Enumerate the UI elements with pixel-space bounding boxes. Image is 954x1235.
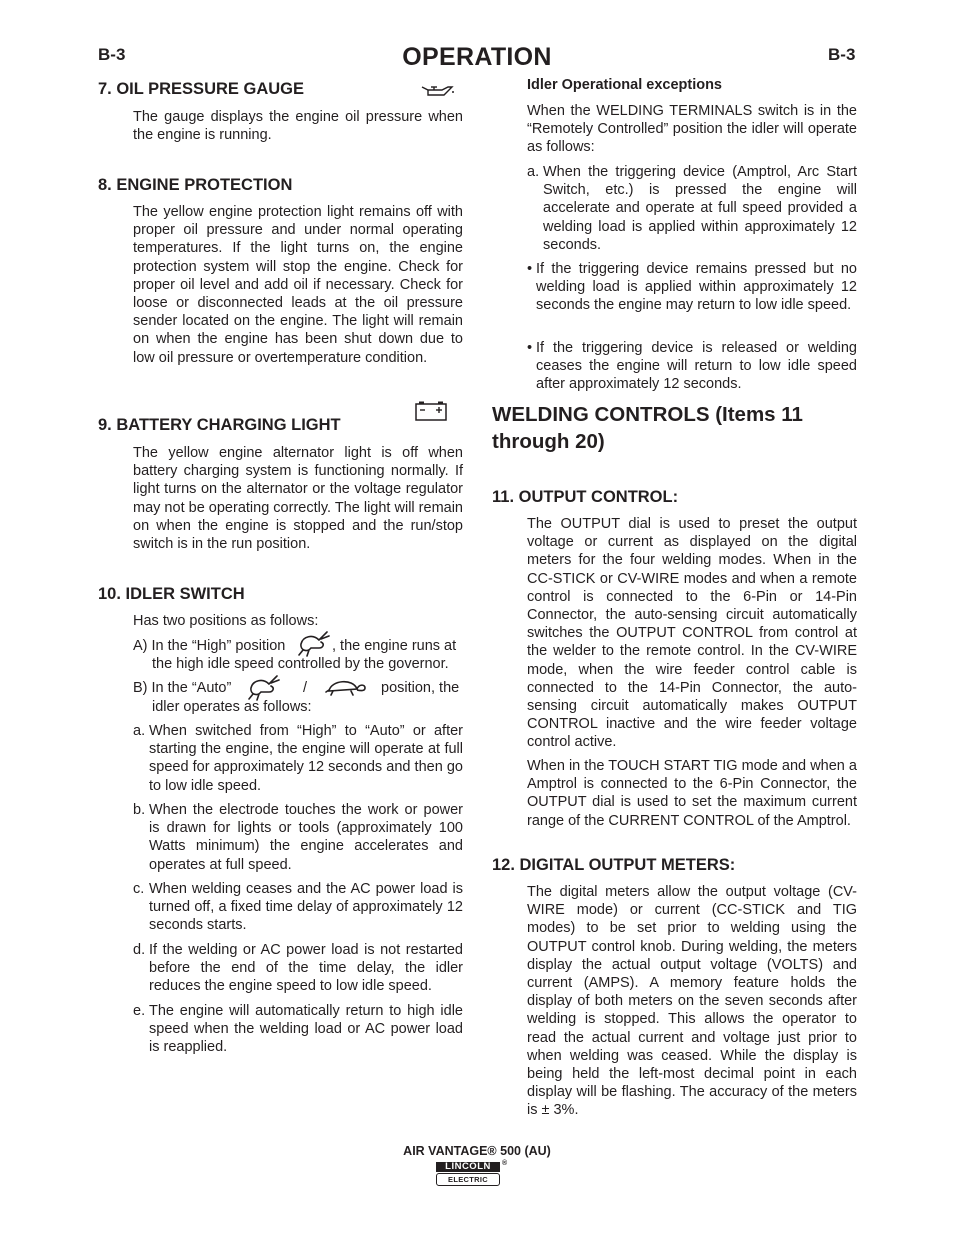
item-label: a. [527, 164, 540, 180]
section-9-body: The yellow engine alternator light is off when battery charging system is functioning normally. If light turns on the alternator or the voltage regulator may not be operating correctly. The light will remain on when the engine is stopped and the run/stop switch is in the run position. [133, 445, 463, 553]
welding-controls-heading-line2: through 20) [492, 430, 605, 453]
idler-auto-cont: idler operates as follows: [152, 699, 312, 715]
oil-can-icon [420, 84, 456, 100]
bullet-text: If the triggering device remains pressed but no welding load is applied within approximately 12 seconds the engine may return to low idle speed. [536, 261, 857, 314]
idler-item-a [133, 722, 463, 795]
section-12-heading: 12. DIGITAL OUTPUT METERS: [492, 856, 736, 874]
exceptions-body: When the WELDING TERMINALS switch is in the “Remotely Controlled” position the idler will operate as follows: [527, 103, 857, 156]
idler-high-cont: the high idle speed controlled by the governor. [152, 656, 449, 672]
section-7-heading: 7. OIL PRESSURE GAUGE [98, 80, 304, 98]
idler-item-e [133, 1002, 463, 1057]
idler-high-rest: , the engine runs at [332, 638, 457, 654]
item-label: b. [133, 802, 146, 818]
logo-bottom: ELECTRIC [436, 1173, 500, 1186]
section-8-heading: 8. ENGINE PROTECTION [98, 176, 293, 194]
bullet-text: If the triggering device is released or welding ceases the engine will return to low idle speed after approximately 12 seconds. [536, 340, 857, 393]
idler-auto-label: B) In the “Auto” [133, 680, 232, 696]
page-title: OPERATION [402, 43, 552, 71]
item-text: When the electrode touches the work or power is drawn for lights or tools (approximately 100 Watts minimum) the engine accelerates and operates at full speed. [149, 802, 463, 873]
section-7-body: The gauge displays the engine oil pressure when the engine is running. [133, 109, 463, 144]
section-11-paragraph-2: When in the TOUCH START TIG mode and when a Amptrol is connected to the 6-Pin Connector, the OUTPUT dial is used to set the maximum current range of the CURRENT CONTROL of the Amptrol. [527, 758, 857, 829]
bullet-marker: • [527, 261, 533, 277]
item-text: When switched from “High” to “Auto” or after starting the engine, the engine will operate at full speed for approximately 12 seconds and then go to low idle speed. [149, 723, 463, 794]
item-text: The engine will automatically return to high idle speed when the welding load or AC power load is reapplied. [149, 1003, 463, 1056]
section-10-heading: 10. IDLER SWITCH [98, 585, 245, 603]
item-text: If the welding or AC power load is not restarted before the end of the time delay, the idler reduces the engine speed to low idle speed. [149, 942, 463, 995]
bullet-marker: • [527, 340, 533, 356]
page-number-left: B-3 [98, 45, 126, 64]
exceptions-item-a [527, 163, 857, 254]
idler-high-label: A) In the “High” position [133, 638, 286, 654]
lincoln-electric-logo [434, 1162, 506, 1186]
logo-top: LINCOLN [436, 1162, 500, 1172]
item-label: e. [133, 1003, 146, 1019]
idler-item-c [133, 880, 463, 935]
section-11-paragraph-1: The OUTPUT dial is used to preset the output voltage or current as displayed on the digital meters for the four welding modes. When in the CC-STICK or CV-WIRE modes and when a remote control is connected to the 6-Pin or 14-Pin Connector, the auto-sensing circuit automatically switches the OUTPUT CONTROL from control at the welder to the remote control. In the CV-WIRE mode, when the wire feeder control cable is connected to the 14-Pin Connector, the auto-sensing circuit automatically makes OUTPUT CONTROL inactive and the wire feeder voltage control active. [527, 516, 857, 751]
item-text: When welding ceases and the AC power load is turned off, a fixed time delay of approximately 12 seconds starts. [149, 881, 463, 934]
section-11-heading: 11. OUTPUT CONTROL: [492, 488, 679, 506]
idler-item-b [133, 801, 463, 874]
exceptions-bullet [527, 260, 857, 315]
section-9-heading: 9. BATTERY CHARGING LIGHT [98, 416, 341, 434]
welding-controls-heading-line1: WELDING CONTROLS (Items 11 [492, 403, 803, 426]
turtle-icon [325, 676, 367, 698]
logo-registered: ® [502, 1160, 508, 1167]
battery-icon [415, 401, 447, 421]
exceptions-bullet [527, 339, 857, 394]
item-text: When the triggering device (Amptrol, Arc Start Switch, etc.) is pressed the engine will accelerate and operate at full speed provided a welding load is applied within approximately 12 seconds. [543, 164, 857, 253]
idler-item-d [133, 941, 463, 996]
section-12-body: The digital meters allow the output voltage (CV-WIRE mode) or current (CC-STICK and TIG modes) to be set prior to welding using the OUTPUT control knob. During welding, the meters display the actual output voltage (VOLTS) and current (AMPS). A memory feature holds the display of both meters on the seven seconds after welding is stopped. This allows the operator to read the actual current and voltage just prior to when welding was ceased. While the display is being held the left-most decimal point in each display will be flashing. The accuracy of the meters is ± 3%. [527, 884, 857, 1119]
idler-auto-rest: position, the [381, 680, 460, 696]
exceptions-heading: Idler Operational exceptions [527, 77, 722, 93]
item-label: a. [133, 723, 146, 739]
rabbit-icon [297, 628, 331, 658]
page-number-right: B-3 [828, 45, 856, 64]
idler-intro: Has two positions as follows: [133, 613, 319, 629]
item-label: d. [133, 942, 146, 958]
section-8-body: The yellow engine protection light remains off with proper oil pressure and under normal operating temperatures. If the light turns on, the engine protection system will stop the engine. Check for proper oil level and add oil if necessary. Check for loose or disconnected leads at the oil pressure sender located on the engine. The light will remain on when the engine has been shut down due to low oil pressure or overtemperature condition. [133, 204, 463, 366]
idler-auto-separator: / [303, 680, 308, 696]
footer-model: AIR VANTAGE® 500 (AU) [403, 1144, 551, 1158]
item-label: c. [133, 881, 145, 897]
